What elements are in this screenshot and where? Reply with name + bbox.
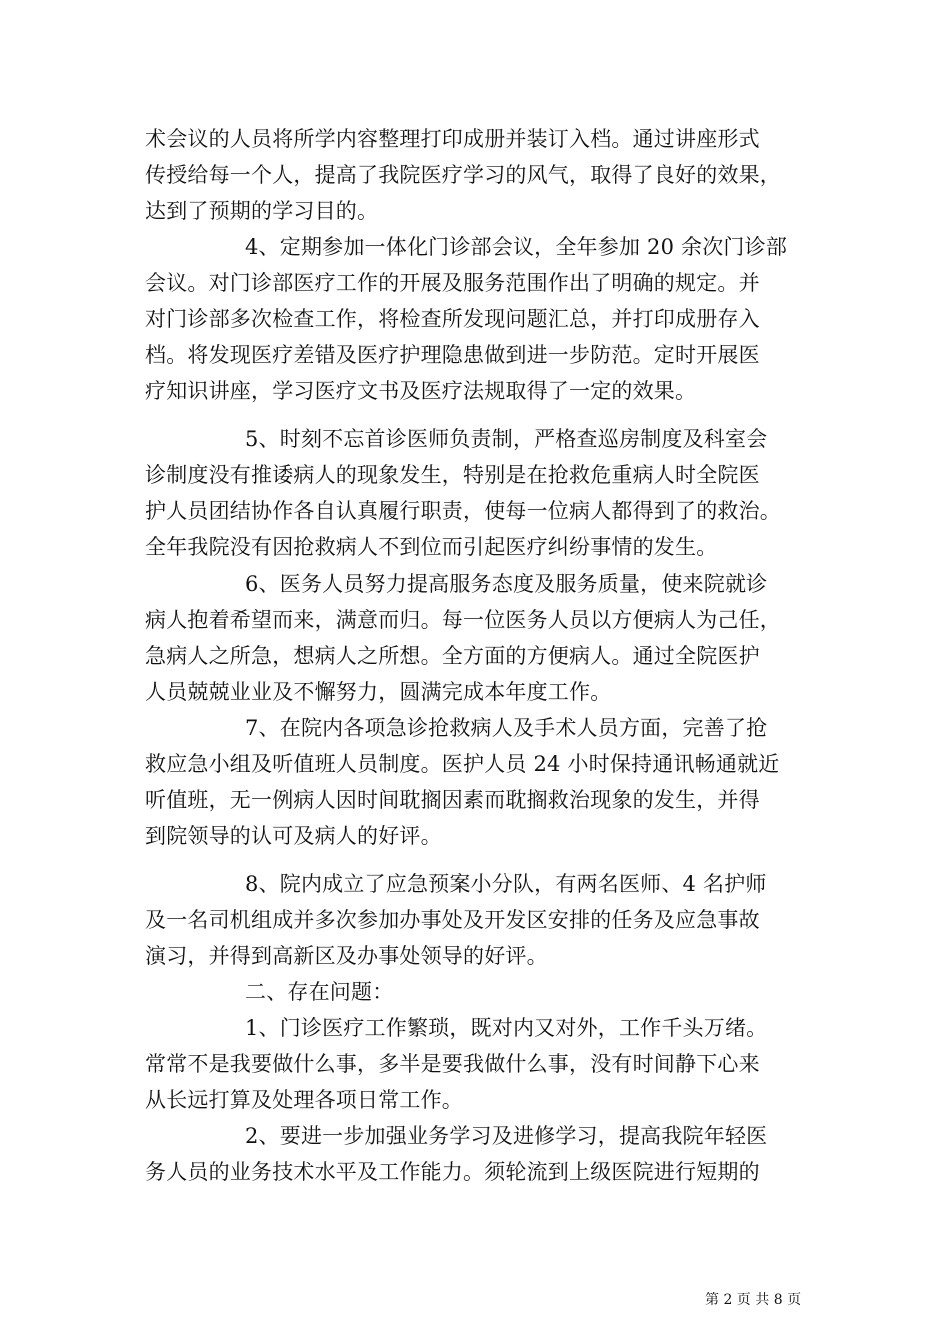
text-line: 诊制度没有推诿病人的现象发生，特别是在抢救危重病人时全院医 [145, 463, 760, 487]
text-line: 救应急小组及听值班人员制度。医护人员 24 小时保持通讯畅通就近 [145, 752, 780, 776]
text-line: 及一名司机组成并多次参加办事处及开发区安排的任务及应急事故 [145, 908, 760, 932]
text-line: 人员兢兢业业及不懈努力，圆满完成本年度工作。 [145, 680, 612, 704]
text-line: 到院领导的认可及病人的好评。 [145, 824, 442, 848]
text-line: 5、时刻不忘首诊医师负责制，严格查巡房制度及科室会 [245, 427, 768, 451]
text-line: 6、医务人员努力提高服务态度及服务质量，使来院就诊 [245, 572, 768, 596]
text-line: 1、门诊医疗工作繁琐，既对内又对外，工作千头万绪。 [245, 1016, 768, 1040]
text-line: 会议。对门诊部医疗工作的开展及服务范围作出了明确的规定。并 [145, 271, 760, 295]
text-line: 常常不是我要做什么事，多半是要我做什么事，没有时间静下心来 [145, 1052, 760, 1076]
text-line: 2、要进一步加强业务学习及进修学习，提高我院年轻医 [245, 1124, 768, 1148]
text-line: 务人员的业务技术水平及工作能力。须轮流到上级医院进行短期的 [145, 1160, 760, 1184]
text-line: 4、定期参加一体化门诊部会议，全年参加 20 余次门诊部 [245, 235, 788, 259]
text-line: 7、在院内各项急诊抢救病人及手术人员方面，完善了抢 [245, 716, 768, 740]
text-line: 急病人之所急，想病人之所想。全方面的方便病人。通过全院医护 [145, 644, 760, 668]
page-number: 第 2 页 共 8 页 [705, 1292, 802, 1308]
text-line: 全年我院没有因抢救病人不到位而引起医疗纠纷事情的发生。 [145, 535, 718, 559]
text-line: 传授给每一个人，提高了我院医疗学习的风气，取得了良好的效果， [145, 163, 781, 187]
text-line: 病人抱着希望而来，满意而归。每一位医务人员以方便病人为己任， [145, 608, 781, 632]
text-line: 听值班，无一例病人因时间耽搁因素而耽搁救治现象的发生，并得 [145, 788, 760, 812]
text-line: 从长远打算及处理各项日常工作。 [145, 1088, 463, 1112]
text-line: 疗知识讲座，学习医疗文书及医疗法规取得了一定的效果。 [145, 379, 697, 403]
text-line: 档。将发现医疗差错及医疗护理隐患做到进一步防范。定时开展医 [145, 343, 760, 367]
text-line: 演习，并得到高新区及办事处领导的好评。 [145, 944, 548, 968]
text-line: 达到了预期的学习目的。 [145, 199, 379, 223]
section-heading: 二、存在问题： [245, 980, 394, 1004]
text-line: 术会议的人员将所学内容整理打印成册并装订入档。通过讲座形式 [145, 127, 760, 151]
text-line: 护人员团结协作各自认真履行职责，使每一位病人都得到了的救治。 [145, 499, 781, 523]
text-line: 8、院内成立了应急预案小分队，有两名医师、4 名护师 [245, 872, 767, 896]
text-line: 对门诊部多次检查工作，将检查所发现问题汇总，并打印成册存入 [145, 307, 760, 331]
